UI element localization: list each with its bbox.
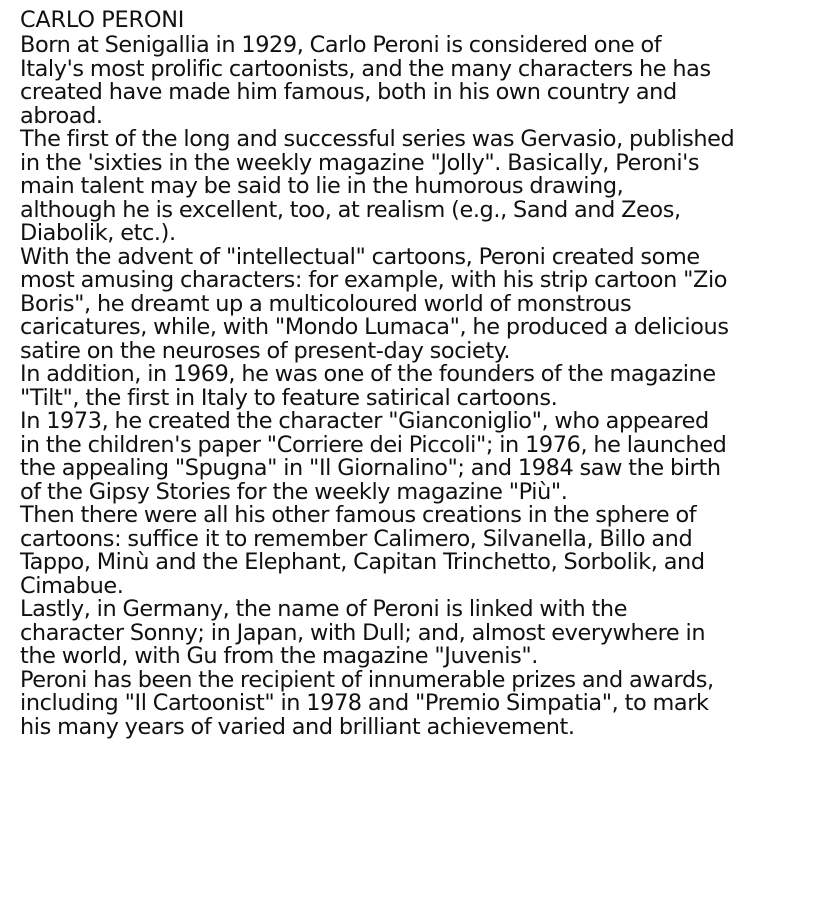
text-line: Then there were all his other famous creations in the sphere of bbox=[20, 502, 697, 528]
paragraph bbox=[20, 410, 820, 504]
text-line: Tappo, Minù and the Elephant, Capitan Trinchetto, Sorbolik, and bbox=[20, 549, 705, 575]
text-line: main talent may be said to lie in the humorous drawing, bbox=[20, 173, 624, 199]
text-line: In 1973, he created the character "Gianconiglio", who appeared bbox=[20, 408, 709, 434]
paragraph bbox=[20, 243, 820, 364]
text-line: Italy's most prolific cartoonists, and the many characters he has bbox=[20, 55, 711, 82]
text-line: character Sonny; in Japan, with Dull; and, almost everywhere in bbox=[20, 619, 706, 646]
text-line: created have made him famous, both in his own country and bbox=[20, 79, 677, 105]
text-line: In addition, in 1969, he was one of the founders of the magazine bbox=[20, 361, 716, 387]
text-line: satire on the neuroses of present-day society. bbox=[20, 337, 511, 364]
biography-body bbox=[20, 34, 820, 739]
paragraph bbox=[20, 666, 820, 740]
paragraph bbox=[20, 598, 820, 669]
biography-document bbox=[20, 6, 820, 739]
text-line: Peroni has been the recipient of innumerable prizes and awards, bbox=[20, 666, 714, 693]
text-line: the world, with Gu from the magazine "Juvenis". bbox=[20, 643, 538, 669]
text-line: abroad. bbox=[20, 102, 103, 129]
text-line: although he is excellent, too, at realism (e.g., Sand and Zeos, bbox=[20, 196, 681, 223]
text-line: most amusing characters: for example, with his strip cartoon "Zio bbox=[20, 267, 728, 293]
text-line: Cimabue. bbox=[20, 572, 124, 599]
text-line: With the advent of "intellectual" cartoons, Peroni created some bbox=[20, 243, 700, 270]
text-line: in the 'sixties in the weekly magazine "Jolly". Basically, Peroni's bbox=[20, 149, 700, 176]
text-line: cartoons: suffice it to remember Calimero, Silvanella, Billo and bbox=[20, 525, 693, 552]
text-line: in the children's paper "Corriere dei Piccoli"; in 1976, he launched bbox=[20, 431, 727, 458]
paragraph bbox=[20, 128, 820, 246]
paragraph bbox=[20, 504, 820, 598]
text-line: Boris", he dreamt up a multicoloured world of monstrous bbox=[20, 290, 632, 317]
text-line: "Tilt", the first in Italy to feature satirical cartoons. bbox=[20, 384, 558, 411]
text-line: The first of the long and successful series was Gervasio, published bbox=[20, 126, 735, 152]
text-line: caricatures, while, with "Mondo Lumaca", he produced a delicious bbox=[20, 314, 729, 340]
text-line: Born at Senigallia in 1929, Carlo Peroni is considered one of bbox=[20, 32, 662, 58]
text-line: the appealing "Spugna" in "Il Giornalino"; and 1984 saw the birth bbox=[20, 455, 721, 481]
paragraph bbox=[20, 34, 820, 128]
text-line: of the Gipsy Stories for the weekly magazine "Più". bbox=[20, 478, 568, 505]
text-line: including "Il Cartoonist" in 1978 and "Premio Simpatia", to mark bbox=[20, 690, 709, 716]
text-line: Diabolik, etc.). bbox=[20, 220, 176, 246]
paragraph bbox=[20, 363, 820, 410]
text-line: his many years of varied and brilliant achievement. bbox=[20, 713, 575, 740]
document-title: CARLO PERONI bbox=[20, 7, 185, 33]
text-line: Lastly, in Germany, the name of Peroni is linked with the bbox=[20, 596, 628, 622]
